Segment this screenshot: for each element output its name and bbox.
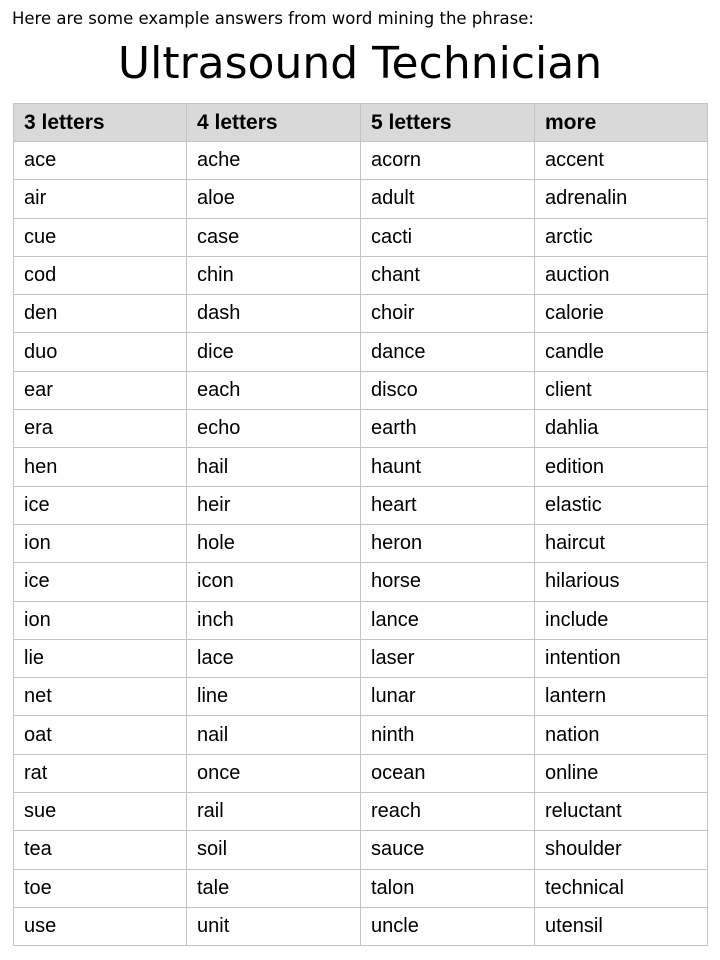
4-letter-word-cell: case <box>187 218 361 256</box>
5-letter-word-cell: heart <box>361 486 535 524</box>
3-letter-word-cell: net <box>14 678 187 716</box>
4-letter-word-cell: unit <box>187 907 361 945</box>
5-letter-word-cell: lance <box>361 601 535 639</box>
3-letter-word-cell: ion <box>14 601 187 639</box>
3-letter-word-cell: ear <box>14 371 187 409</box>
longer-word-cell: shoulder <box>535 831 708 869</box>
longer-word-cell: utensil <box>535 907 708 945</box>
longer-word-cell: hilarious <box>535 563 708 601</box>
word-table <box>13 103 708 946</box>
3-letter-word-cell: rat <box>14 754 187 792</box>
table-row <box>14 831 708 869</box>
5-letter-word-cell: haunt <box>361 448 535 486</box>
longer-word-cell: calorie <box>535 295 708 333</box>
longer-word-cell: adrenalin <box>535 180 708 218</box>
column-header-3-letters: 3 letters <box>14 104 187 142</box>
table-row <box>14 793 708 831</box>
longer-word-cell: edition <box>535 448 708 486</box>
longer-word-cell: reluctant <box>535 793 708 831</box>
table-row <box>14 180 708 218</box>
intro-text: Here are some example answers from word mining the phrase: <box>12 9 534 28</box>
4-letter-word-cell: dice <box>187 333 361 371</box>
5-letter-word-cell: uncle <box>361 907 535 945</box>
4-letter-word-cell: nail <box>187 716 361 754</box>
word-table-body <box>14 142 708 946</box>
longer-word-cell: dahlia <box>535 410 708 448</box>
4-letter-word-cell: lace <box>187 639 361 677</box>
5-letter-word-cell: ocean <box>361 754 535 792</box>
longer-word-cell: accent <box>535 142 708 180</box>
header-row <box>14 104 708 142</box>
5-letter-word-cell: dance <box>361 333 535 371</box>
longer-word-cell: lantern <box>535 678 708 716</box>
table-row <box>14 716 708 754</box>
column-header-4-letters: 4 letters <box>187 104 361 142</box>
4-letter-word-cell: each <box>187 371 361 409</box>
3-letter-word-cell: sue <box>14 793 187 831</box>
5-letter-word-cell: choir <box>361 295 535 333</box>
3-letter-word-cell: ion <box>14 524 187 562</box>
4-letter-word-cell: rail <box>187 793 361 831</box>
3-letter-word-cell: cue <box>14 218 187 256</box>
table-row <box>14 333 708 371</box>
3-letter-word-cell: den <box>14 295 187 333</box>
3-letter-word-cell: ice <box>14 563 187 601</box>
5-letter-word-cell: adult <box>361 180 535 218</box>
4-letter-word-cell: hail <box>187 448 361 486</box>
longer-word-cell: intention <box>535 639 708 677</box>
table-row <box>14 678 708 716</box>
4-letter-word-cell: echo <box>187 410 361 448</box>
column-header-5-letters: 5 letters <box>361 104 535 142</box>
4-letter-word-cell: dash <box>187 295 361 333</box>
4-letter-word-cell: line <box>187 678 361 716</box>
5-letter-word-cell: laser <box>361 639 535 677</box>
4-letter-word-cell: soil <box>187 831 361 869</box>
5-letter-word-cell: cacti <box>361 218 535 256</box>
3-letter-word-cell: ice <box>14 486 187 524</box>
table-row <box>14 754 708 792</box>
table-row <box>14 907 708 945</box>
4-letter-word-cell: ache <box>187 142 361 180</box>
longer-word-cell: technical <box>535 869 708 907</box>
4-letter-word-cell: chin <box>187 256 361 294</box>
table-row <box>14 869 708 907</box>
table-row <box>14 218 708 256</box>
3-letter-word-cell: use <box>14 907 187 945</box>
5-letter-word-cell: disco <box>361 371 535 409</box>
5-letter-word-cell: ninth <box>361 716 535 754</box>
table-row <box>14 563 708 601</box>
4-letter-word-cell: aloe <box>187 180 361 218</box>
longer-word-cell: arctic <box>535 218 708 256</box>
longer-word-cell: client <box>535 371 708 409</box>
longer-word-cell: elastic <box>535 486 708 524</box>
table-row <box>14 601 708 639</box>
page-title: Ultrasound Technician <box>117 38 603 89</box>
3-letter-word-cell: duo <box>14 333 187 371</box>
3-letter-word-cell: era <box>14 410 187 448</box>
longer-word-cell: nation <box>535 716 708 754</box>
longer-word-cell: online <box>535 754 708 792</box>
longer-word-cell: include <box>535 601 708 639</box>
3-letter-word-cell: oat <box>14 716 187 754</box>
5-letter-word-cell: horse <box>361 563 535 601</box>
table-row <box>14 486 708 524</box>
4-letter-word-cell: hole <box>187 524 361 562</box>
table-row <box>14 639 708 677</box>
5-letter-word-cell: reach <box>361 793 535 831</box>
3-letter-word-cell: ace <box>14 142 187 180</box>
3-letter-word-cell: toe <box>14 869 187 907</box>
5-letter-word-cell: acorn <box>361 142 535 180</box>
4-letter-word-cell: tale <box>187 869 361 907</box>
5-letter-word-cell: chant <box>361 256 535 294</box>
3-letter-word-cell: hen <box>14 448 187 486</box>
5-letter-word-cell: earth <box>361 410 535 448</box>
4-letter-word-cell: icon <box>187 563 361 601</box>
longer-word-cell: candle <box>535 333 708 371</box>
table-row <box>14 295 708 333</box>
table-row <box>14 410 708 448</box>
3-letter-word-cell: lie <box>14 639 187 677</box>
3-letter-word-cell: air <box>14 180 187 218</box>
column-header-more: more <box>535 104 708 142</box>
table-row <box>14 524 708 562</box>
longer-word-cell: auction <box>535 256 708 294</box>
4-letter-word-cell: inch <box>187 601 361 639</box>
4-letter-word-cell: once <box>187 754 361 792</box>
5-letter-word-cell: talon <box>361 869 535 907</box>
4-letter-word-cell: heir <box>187 486 361 524</box>
5-letter-word-cell: sauce <box>361 831 535 869</box>
table-row <box>14 256 708 294</box>
longer-word-cell: haircut <box>535 524 708 562</box>
table-row <box>14 371 708 409</box>
3-letter-word-cell: cod <box>14 256 187 294</box>
5-letter-word-cell: heron <box>361 524 535 562</box>
table-row <box>14 142 708 180</box>
3-letter-word-cell: tea <box>14 831 187 869</box>
table-row <box>14 448 708 486</box>
5-letter-word-cell: lunar <box>361 678 535 716</box>
